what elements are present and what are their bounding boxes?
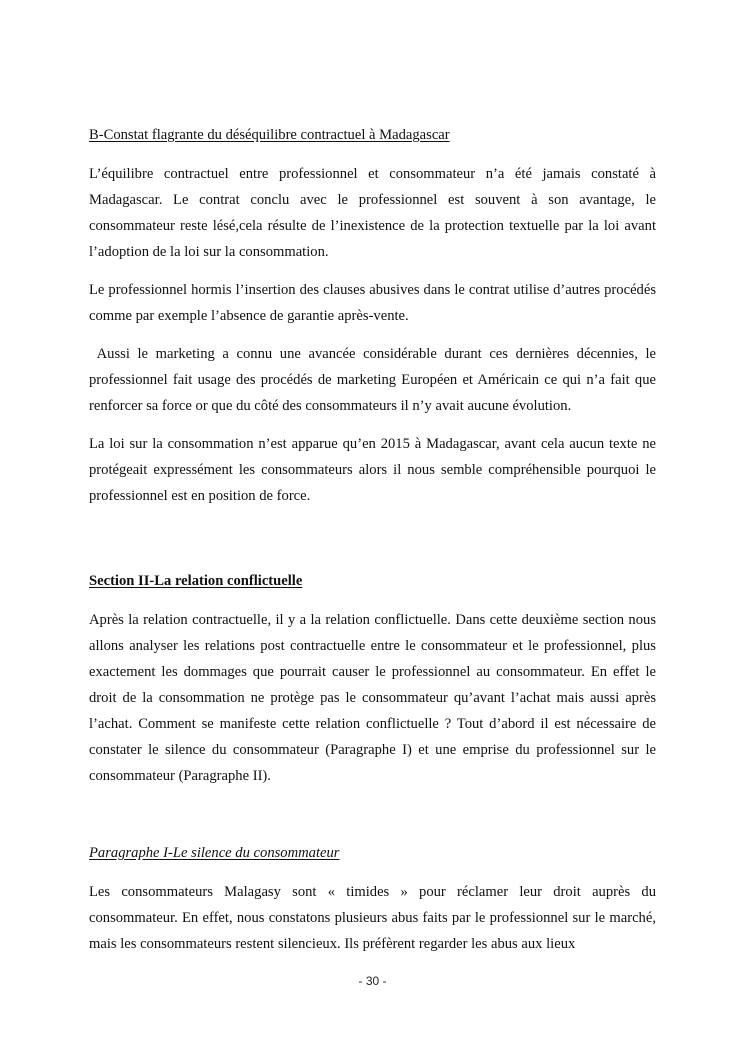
page-number: - 30 - — [358, 974, 387, 988]
subsection-b-paragraph-2: Le professionnel hormis l’insertion des clauses abusives dans le contrat utilise d’autres procédés comme par exemple l’absence de garantie après-vente. — [89, 282, 656, 324]
paragraph-spacer — [89, 801, 656, 843]
subsection-b-title: B-Constat flagrante du déséquilibre contractuel à Madagascar — [89, 127, 450, 143]
section-2-title: Section II-La relation conflictuelle — [89, 573, 303, 589]
page-content — [89, 125, 660, 969]
subsection-b-paragraph-4: La loi sur la consommation n’est apparue qu’en 2015 à Madagascar, avant cela aucun texte ne protégeait expressément les consommateurs alors il nous semble compréhensible pourquoi le professionnel est en position de force. — [89, 436, 656, 504]
subsection-b-paragraph-3: Aussi le marketing a connu une avancée considérable durant ces dernières décennies, le professionnel fait usage des procédés de marketing Européen et Américain ce qui n’a fait que renforcer sa force or que du côté des consommateurs il n’y avait aucune évolution. — [89, 346, 660, 414]
paragraph-1-title: Paragraphe I-Le silence du consommateur — [89, 845, 340, 861]
section-spacer — [89, 521, 656, 571]
subsection-b-paragraph-1: L’équilibre contractuel entre professionnel et consommateur n’a été jamais constaté à Madagascar. Le contrat conclu avec le professionnel est souvent à son avantage, le consommateur reste lésé,cela résulte de l’inexistence de la protection textuelle par la loi avant l’adoption de la loi sur la consommation. — [89, 166, 656, 260]
section-2-paragraph-1: Après la relation contractuelle, il y a la relation conflictuelle. Dans cette deuxième section nous allons analyser les relations post contractuelle entre le consommateur et le professionnel, plus exactement les dommages que pourrait causer le professionnel au consommateur. En effet le droit de la consommation ne protège pas le consommateur qu’avant l’achat mais aussi après l’achat. Comment se manifeste cette relation conflictuelle ? Tout d’abord il est nécessaire de constater le silence du consommateur (Paragraphe I) et une emprise du professionnel sur le consommateur (Paragraphe II). — [89, 612, 656, 784]
paragraph-1-paragraph-1: Les consommateurs Malagasy sont « timides » pour réclamer leur droit auprès du consommateur. En effet, nous constatons plusieurs abus faits par le professionnel sur le marché, mais les consommateurs restent silencieux. Ils préfèrent regarder les abus aux lieux — [89, 884, 656, 952]
